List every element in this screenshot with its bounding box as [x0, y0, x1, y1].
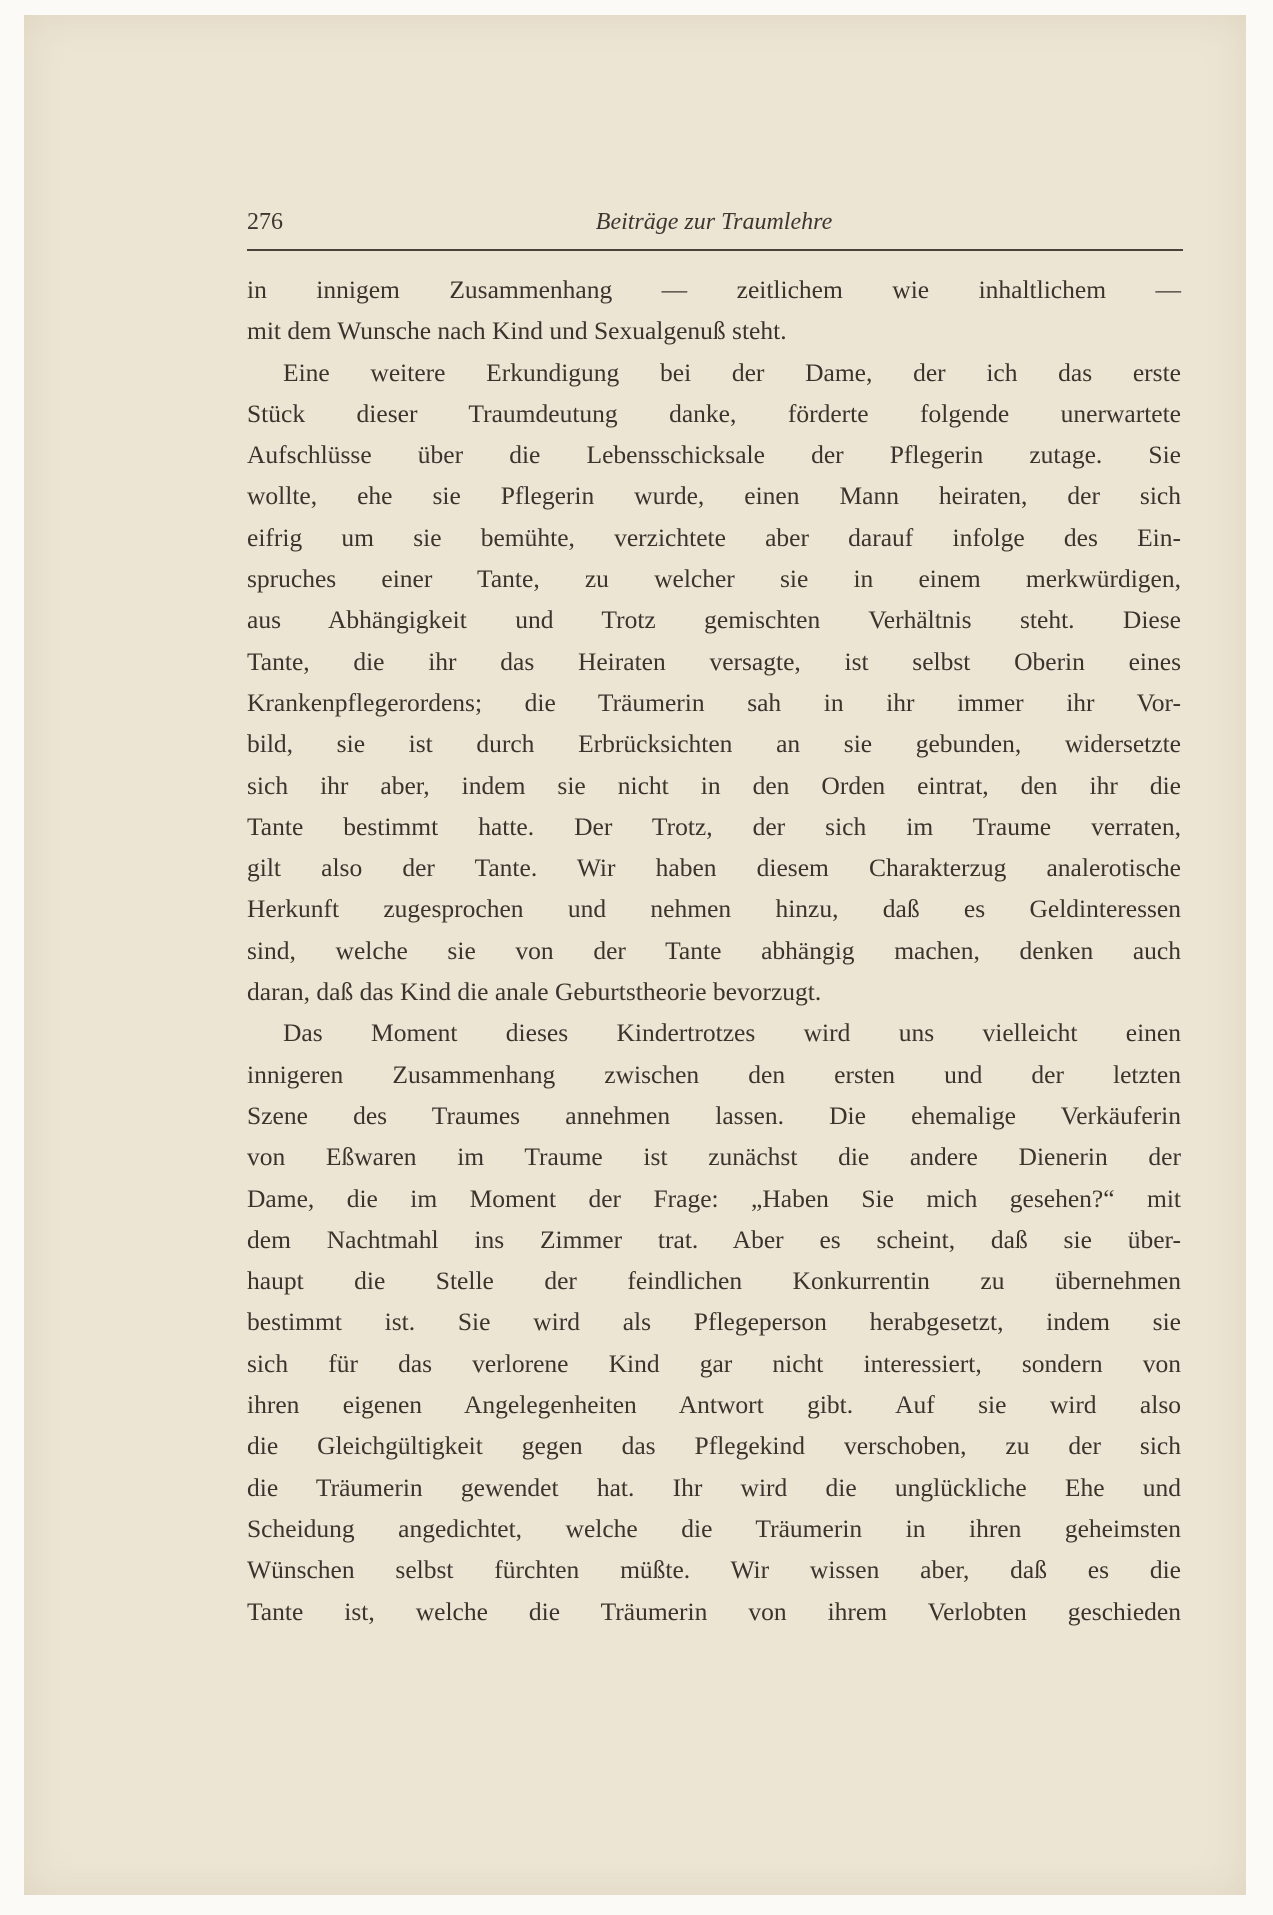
- text-line: daran, daß das Kind die anale Geburtstheorie bevorzugt.: [247, 977, 822, 1007]
- text-line: eifrig um sie bemühte, verzichtete aber darauf infolge des Ein-: [247, 522, 1181, 552]
- text-line: die Träumerin gewendet hat. Ihr wird die unglückliche Ehe und: [247, 1472, 1181, 1502]
- text-line: Szene des Traumes annehmen lassen. Die ehemalige Verkäuferin: [247, 1100, 1181, 1130]
- text-line: Herkunft zugesprochen und nehmen hinzu, daß es Geldinteressen: [247, 894, 1181, 924]
- text-line: Tante bestimmt hatte. Der Trotz, der sich im Traume verraten,: [247, 811, 1181, 841]
- text-line: ihren eigenen Angelegenheiten Antwort gibt. Auf sie wird also: [247, 1390, 1181, 1420]
- text-line: Eine weitere Erkundigung bei der Dame, der ich das erste: [283, 357, 1181, 387]
- text-line: gilt also der Tante. Wir haben diesem Charakterzug analerotische: [247, 853, 1181, 883]
- text-line: von Eßwaren im Traume ist zunächst die andere Dienerin der: [247, 1142, 1181, 1172]
- text-line: Krankenpflegerordens; die Träumerin sah in ihr immer ihr Vor-: [247, 687, 1181, 717]
- text-line: Dame, die im Moment der Frage: „Haben Sie mich gesehen?“ mit: [247, 1183, 1181, 1213]
- text-line: sich ihr aber, indem sie nicht in den Orden eintrat, den ihr die: [247, 770, 1181, 800]
- text-line: mit dem Wunsche nach Kind und Sexualgenuß steht.: [247, 316, 787, 346]
- text-line: innigeren Zusammenhang zwischen den ersten und der letzten: [247, 1059, 1181, 1089]
- text-line: wollte, ehe sie Pflegerin wurde, einen Mann heiraten, der sich: [247, 481, 1181, 511]
- text-line: dem Nachtmahl ins Zimmer trat. Aber es scheint, daß sie über-: [247, 1224, 1181, 1254]
- text-line: die Gleichgültigkeit gegen das Pflegekind verschoben, zu der sich: [247, 1431, 1181, 1461]
- text-line: spruches einer Tante, zu welcher sie in einem merkwürdigen,: [247, 564, 1181, 594]
- text-line: aus Abhängigkeit und Trotz gemischten Verhältnis steht. Diese: [247, 605, 1181, 635]
- header-rule: [247, 249, 1183, 251]
- body-text: [247, 269, 1181, 1632]
- text-line: haupt die Stelle der feindlichen Konkurrentin zu übernehmen: [247, 1266, 1181, 1296]
- text-line: Tante, die ihr das Heiraten versagte, ist selbst Oberin eines: [247, 646, 1181, 676]
- text-line: Scheidung angedichtet, welche die Träumerin in ihren geheimsten: [247, 1513, 1181, 1543]
- text-line: in innigem Zusammenhang — zeitlichem wie inhaltlichem —: [247, 275, 1181, 304]
- text-line: Tante ist, welche die Träumerin von ihrem Verlobten geschieden: [247, 1596, 1181, 1626]
- text-line: bild, sie ist durch Erbrücksichten an sie gebunden, widersetzte: [247, 729, 1181, 759]
- text-line: Stück dieser Traumdeutung danke, förderte folgende unerwartete: [247, 398, 1181, 428]
- text-line: sind, welche sie von der Tante abhängig machen, denken auch: [247, 935, 1181, 965]
- book-page: [24, 15, 1246, 1895]
- text-line: Das Moment dieses Kindertrotzes wird uns vielleicht einen: [283, 1018, 1181, 1048]
- text-line: bestimmt ist. Sie wird als Pflegeperson herabgesetzt, indem sie: [247, 1307, 1181, 1337]
- text-line: Aufschlüsse über die Lebensschicksale der Pflegerin zutage. Sie: [247, 440, 1181, 470]
- running-title: Beiträge zur Traumlehre: [595, 209, 833, 235]
- page-header: [247, 209, 1181, 241]
- text-line: Wünschen selbst fürchten müßte. Wir wissen aber, daß es die: [247, 1555, 1181, 1585]
- text-line: sich für das verlorene Kind gar nicht interessiert, sondern von: [247, 1348, 1181, 1378]
- page-number: 276: [247, 209, 283, 235]
